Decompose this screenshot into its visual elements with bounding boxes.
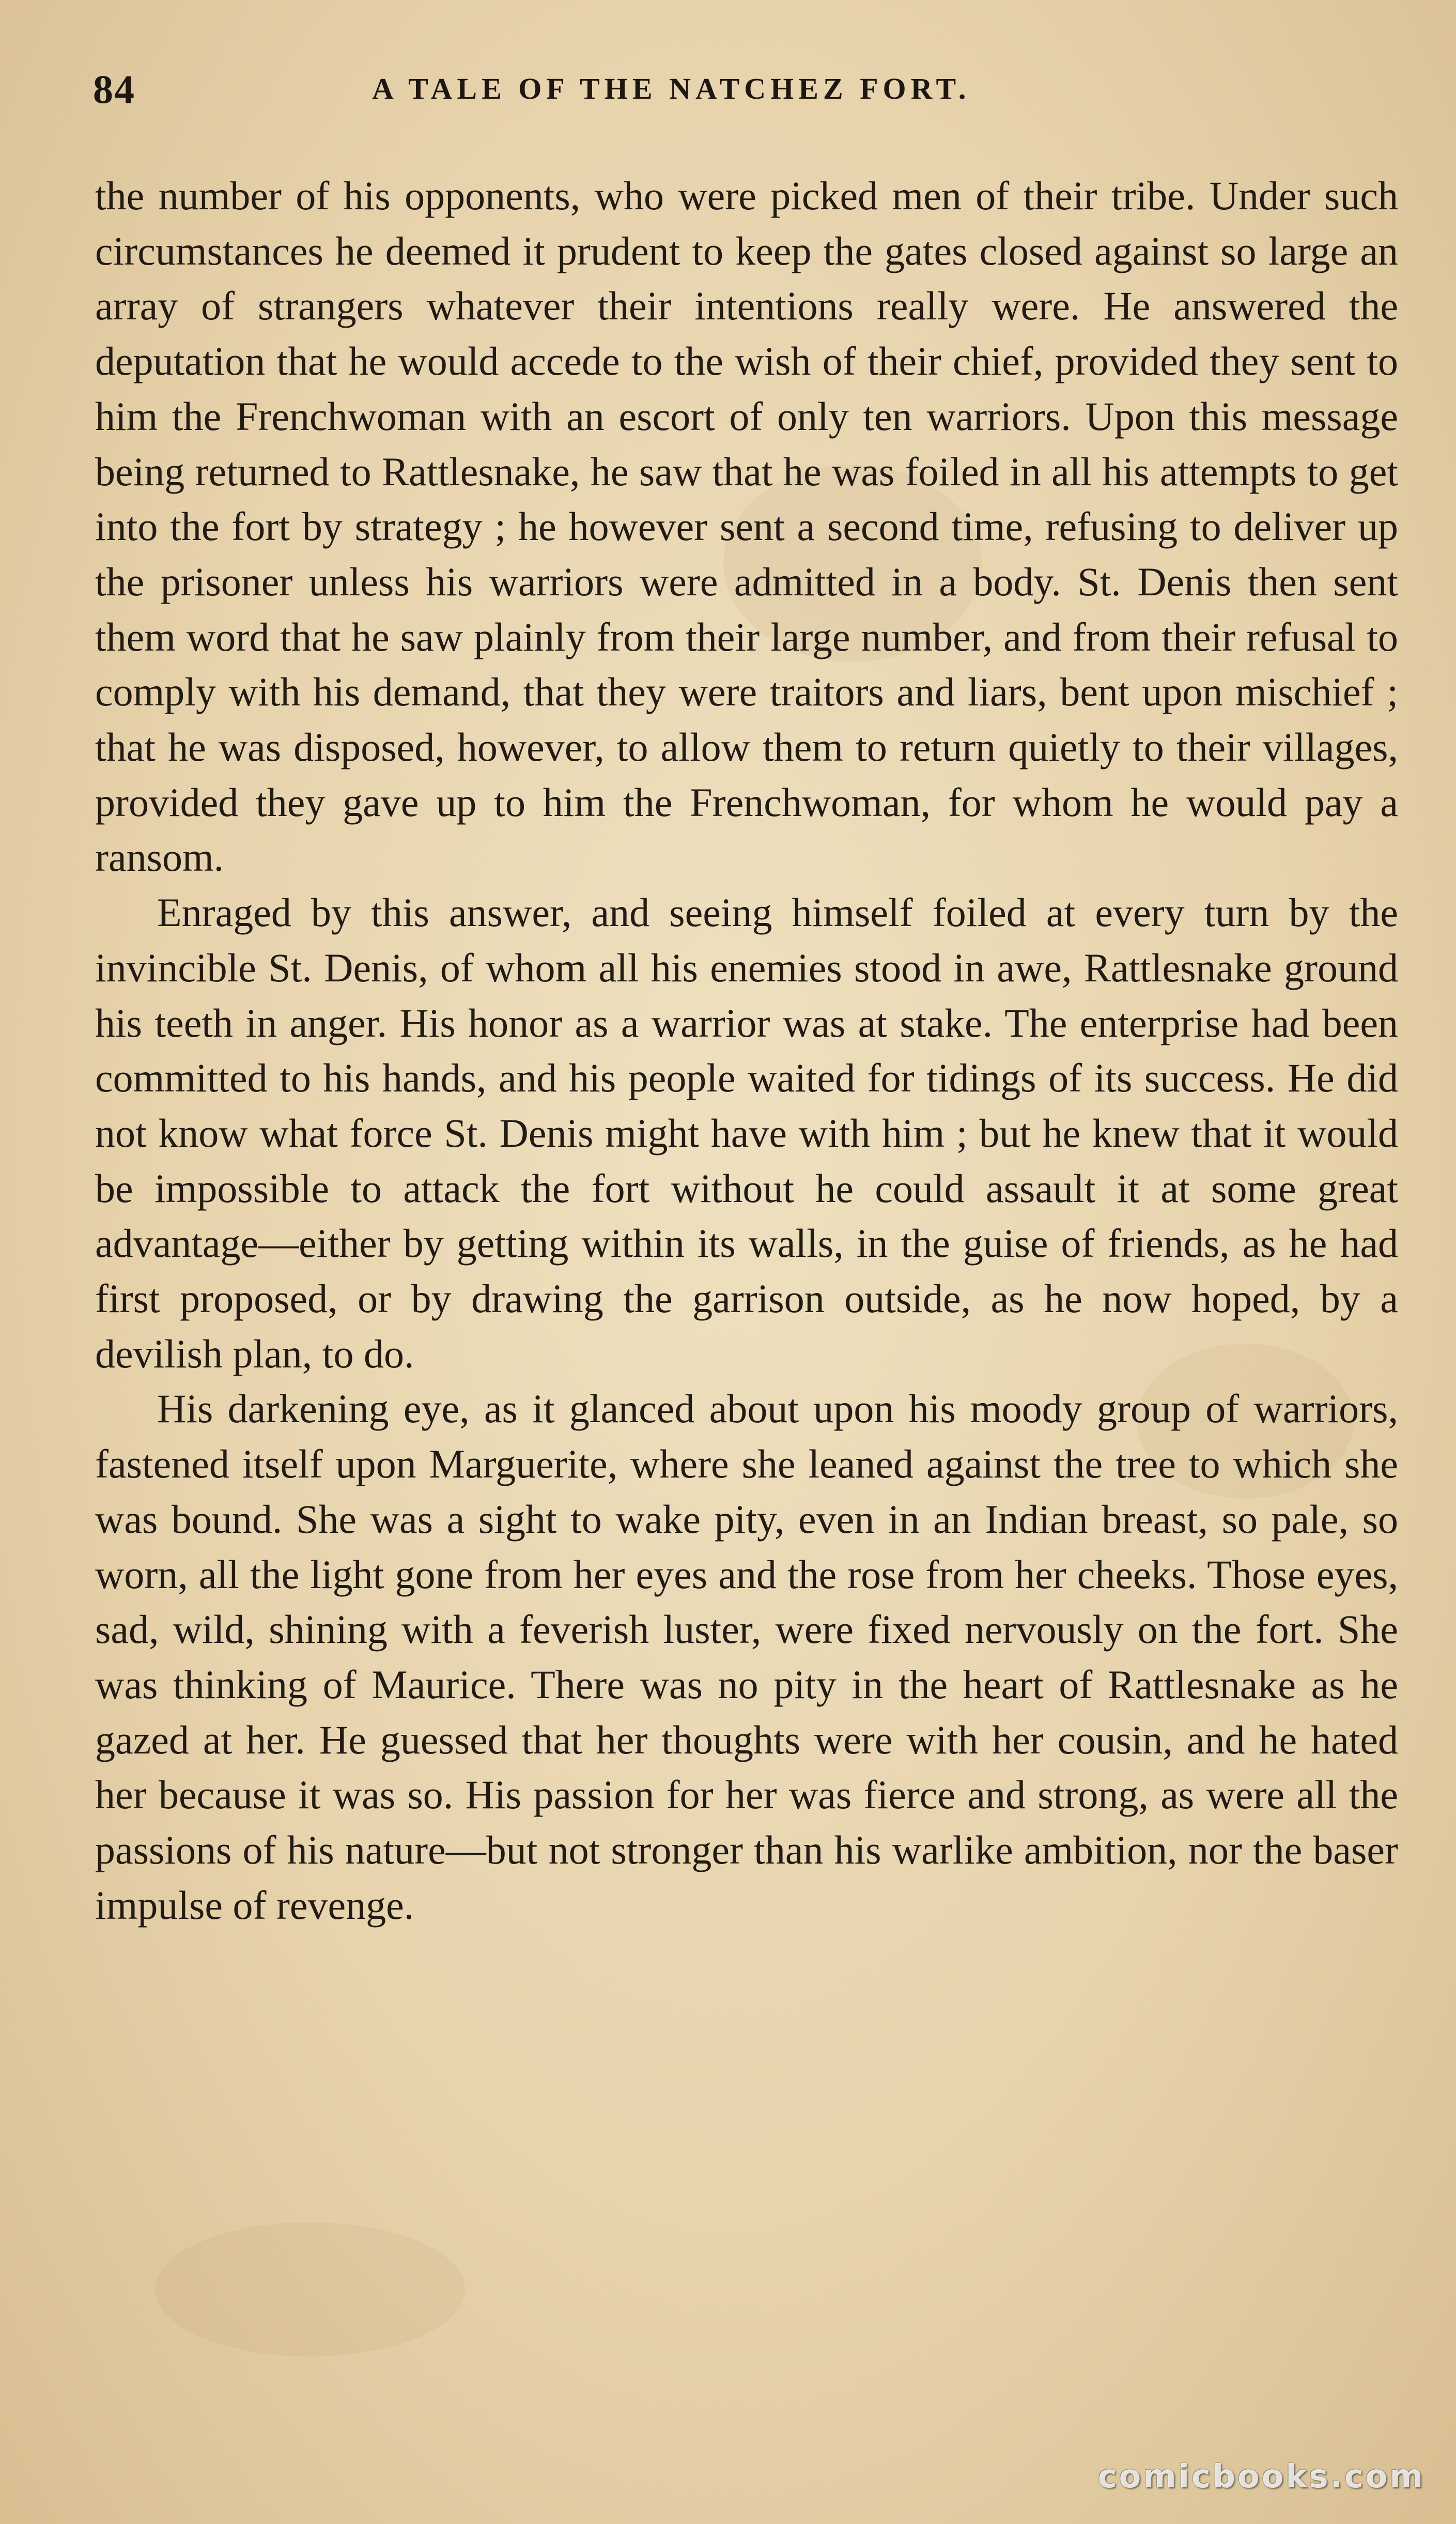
paper-stain xyxy=(155,2222,465,2357)
paragraph: His darkening eye, as it glanced about upon his moody group of warriors, fastened itself upon Marguerite, where she leaned against the tree to which she was bound. She was a sight to wake pity, even in an Indian breast, so pale, so worn, all the light gone from her eyes and the rose from her cheeks. Those eyes, sad, wild, shining with a feverish luster, were fixed nervously on the fort. She was thinking of Maurice. There was no pity in the heart of Rattlesnake as he gazed at her. He guessed that her thoughts were with her cousin, and he hated her because it was so. His passion for her was fierce and strong, as were all the passions of his nature—but not stronger than his warlike ambition, nor the baser impulse of revenge. xyxy=(95,1386,1398,1928)
paragraph: Enraged by this answer, and seeing himself foiled at every turn by the invincible St. Denis, of whom all his enemies stood in awe, Rattlesnake ground his teeth in anger. His honor as a warrior was at stake. The enterprise had been committed to his hands, and his people waited for tidings of its success. He did not know what force St. Denis might have with him ; but he knew that it would be impossible to attack the fort without he could assault it at some great advantage—either by getting within its walls, in the guise of friends, as he had first proposed, or by drawing the garrison outside, as he now hoped, by a devilish plan, to do. xyxy=(95,890,1398,1376)
body-text xyxy=(95,168,1398,1933)
page-number: 84 xyxy=(93,67,135,112)
page-header xyxy=(93,66,1405,123)
watermark: comicbooks.com xyxy=(1097,2457,1425,2495)
paragraph: the number of his opponents, who were picked men of their tribe. Under such circumstances he deemed it prudent to keep the gates closed against so large an array of strangers whatever their intentions really were. He answered the deputation that he would accede to the wish of their chief, provided they sent to him the Frenchwoman with an escort of only ten warriors. Upon this message being returned to Rattlesnake, he saw that he was foiled in all his attempts to get into the fort by strategy ; he however sent a second time, refusing to deliver up the prisoner unless his warriors were admitted in a body. St. Denis then sent them word that he saw plainly from their large number, and from their refusal to comply with his demand, that they were traitors and liars, bent upon mischief ; that he was disposed, however, to allow them to return quietly to their villages, provided they gave up to him the Frenchwoman, for whom he would pay a ransom. xyxy=(95,173,1398,880)
running-head: A TALE OF THE NATCHEZ FORT. xyxy=(372,72,971,105)
